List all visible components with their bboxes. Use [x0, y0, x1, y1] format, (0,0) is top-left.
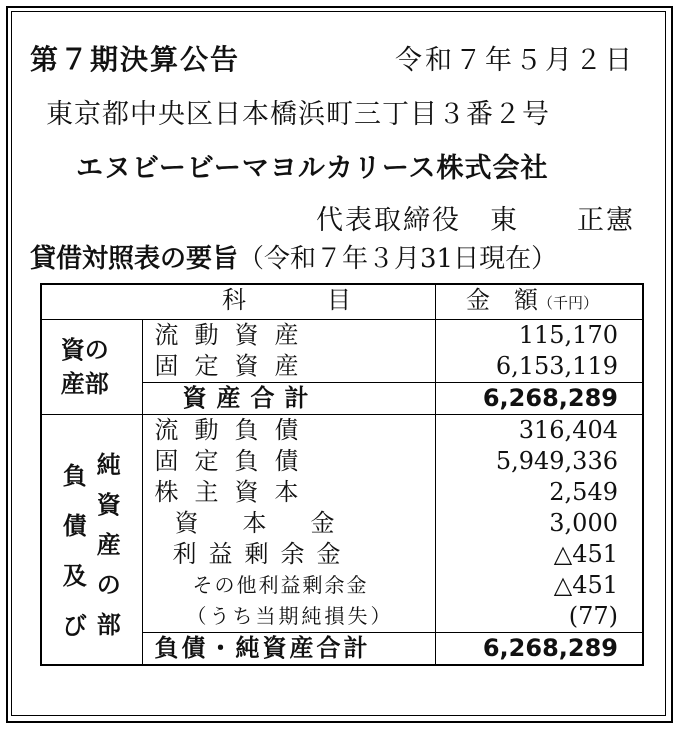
row-value: 6,153,119: [495, 352, 618, 380]
subtitle-heading: 貸借対照表の要旨: [30, 244, 239, 274]
row-value: 5,949,336: [495, 447, 618, 475]
row-label: 固定資産: [142, 351, 436, 383]
liab-section-col2: 純資産の部: [96, 451, 121, 639]
balance-sheet-table: [40, 283, 644, 666]
row-value: △451: [553, 571, 618, 599]
subtitle-date: （令和７年３月31日現在）: [238, 244, 558, 274]
liab-section-col1: 負債及び: [62, 462, 87, 640]
grand-total-label: 負債・純資産合計: [142, 633, 436, 666]
row-label: 流動資産: [142, 320, 436, 352]
balance-sheet-subtitle: [30, 238, 557, 275]
company-address: 東京都中央区日本橋浜町三丁目３番２号: [46, 99, 550, 130]
row-value: 3,000: [549, 509, 618, 537]
company-name: エヌビービーマヨルカリース株式会社: [76, 153, 549, 184]
header-unit: （千円）: [538, 294, 599, 312]
header-item-left: 科: [222, 286, 246, 314]
header-amount: [436, 284, 644, 320]
row-label: （うち当期純損失）: [142, 601, 436, 633]
representative: 代表取締役 東 正憲: [316, 205, 635, 236]
row-label: 株主資本: [142, 477, 436, 508]
assets-section-label: [41, 320, 142, 415]
row-label: 利益剰余金: [142, 539, 436, 570]
table-header-row: [41, 284, 643, 320]
header-item: [142, 284, 436, 320]
header-amount-label: 金 額: [466, 286, 538, 314]
notice-title: 第７期決算公告: [30, 43, 241, 76]
row-value: (77): [568, 602, 618, 630]
table-row: [41, 320, 643, 352]
notice-date: 令和７年５月２日: [395, 45, 635, 76]
row-label: その他利益剰余金: [142, 570, 436, 601]
assets-total-value: 6,268,289: [436, 383, 644, 415]
grand-total-value: 6,268,289: [436, 633, 644, 666]
row-value: 316,404: [436, 415, 644, 447]
header-spacer: [41, 284, 142, 320]
assets-total-label: 資産合計: [142, 383, 436, 415]
row-label: 資本金: [142, 508, 436, 539]
table-row: [41, 415, 643, 447]
row-value: 115,170: [518, 321, 618, 349]
liabilities-section-label: [41, 415, 142, 666]
row-value: △451: [553, 540, 618, 568]
header-item-right: 目: [327, 286, 351, 314]
row-label: 流動負債: [142, 415, 436, 447]
row-value: 2,549: [549, 478, 618, 506]
assets-section-text: 資の産部: [60, 336, 109, 398]
row-label: 固定負債: [142, 446, 436, 477]
